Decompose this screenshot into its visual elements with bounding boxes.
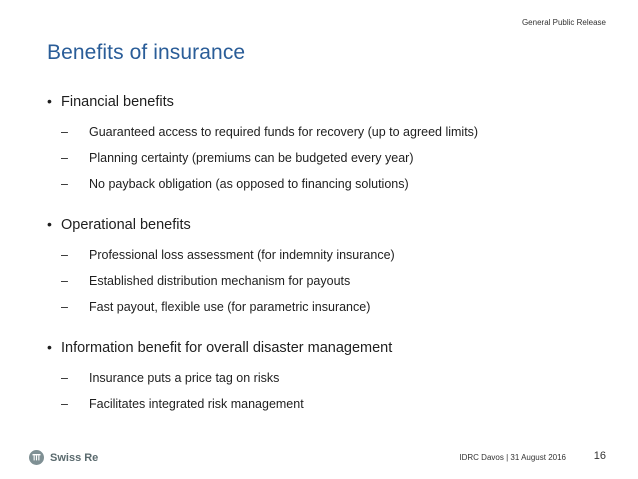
sub-item-text: No payback obligation (as opposed to financing solutions) <box>89 177 409 191</box>
bullet-group-information <box>47 338 607 412</box>
sub-item <box>47 247 607 263</box>
sub-item-text: Professional loss assessment (for indemnity insurance) <box>89 248 395 262</box>
sub-item <box>47 299 607 315</box>
sub-item-text: Established distribution mechanism for payouts <box>89 274 351 288</box>
bullet-heading <box>47 338 607 357</box>
dash-icon: – <box>61 274 68 288</box>
sub-list <box>47 370 607 412</box>
page-number: 16 <box>593 450 606 462</box>
bullet-group-financial <box>47 92 607 192</box>
dash-icon: – <box>61 177 68 191</box>
sub-item <box>47 124 607 140</box>
dash-icon: – <box>61 300 68 314</box>
bullet-group-operational <box>47 215 607 315</box>
sub-item-text: Fast payout, flexible use (for parametric insurance) <box>89 300 371 314</box>
dash-icon: – <box>61 397 68 411</box>
dash-icon: – <box>61 248 68 262</box>
sub-item <box>47 176 607 192</box>
sub-item-text: Guaranteed access to required funds for recovery (up to agreed limits) <box>89 125 479 139</box>
dash-icon: – <box>61 371 68 385</box>
company-logo <box>29 450 98 465</box>
bullet-dot-icon: • <box>47 93 52 109</box>
bullet-heading-text: Financial benefits <box>61 94 174 110</box>
event-info: IDRC Davos | 31 August 2016 <box>459 453 566 462</box>
release-label: General Public Release <box>521 18 606 27</box>
bullet-heading <box>47 215 607 234</box>
swiss-re-logo-icon <box>29 450 44 465</box>
sub-item <box>47 273 607 289</box>
sub-item-text: Planning certainty (premiums can be budgeted every year) <box>89 151 414 165</box>
slide-content <box>47 92 607 435</box>
logo-text: Swiss Re <box>50 451 99 464</box>
sub-list <box>47 247 607 315</box>
logo-glyph-icon <box>32 453 41 462</box>
sub-item-text: Facilitates integrated risk management <box>89 397 304 411</box>
dash-icon: – <box>61 125 68 139</box>
bullet-heading-text: Information benefit for overall disaster management <box>61 340 393 356</box>
bullet-heading-text: Operational benefits <box>61 217 191 233</box>
dash-icon: – <box>61 151 68 165</box>
sub-list <box>47 124 607 192</box>
slide-title: Benefits of insurance <box>47 41 246 64</box>
sub-item-text: Insurance puts a price tag on risks <box>89 371 280 385</box>
bullet-dot-icon: • <box>47 339 52 355</box>
sub-item <box>47 396 607 412</box>
sub-item <box>47 150 607 166</box>
sub-item <box>47 370 607 386</box>
bullet-dot-icon: • <box>47 216 52 232</box>
bullet-heading <box>47 92 607 111</box>
